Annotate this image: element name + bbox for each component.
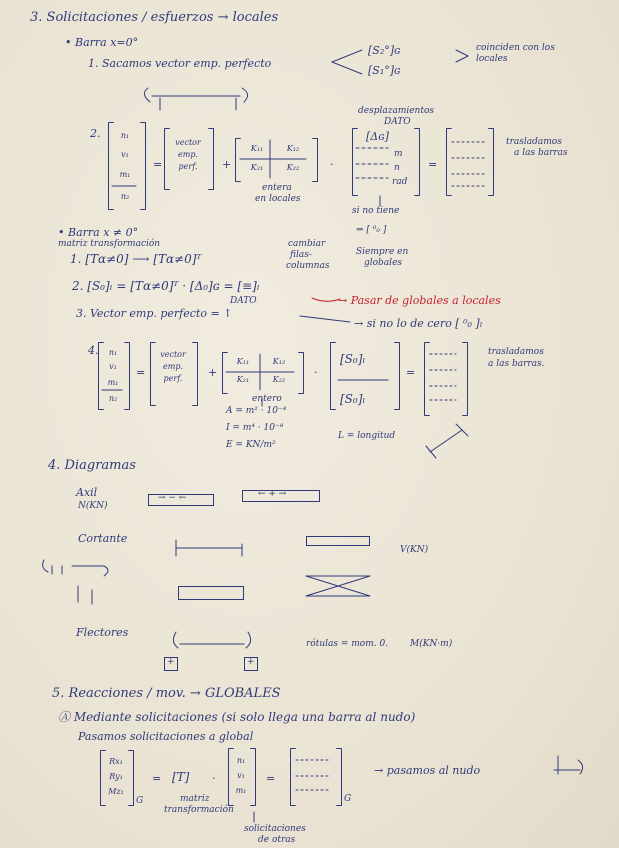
pasamos-label: Pasamos solicitaciones a global [78, 730, 254, 743]
plus-symbol-right: + [247, 657, 255, 667]
k2-cell: K₁₁ [236, 357, 250, 366]
vector2-label: vector [160, 350, 186, 359]
axil-compression-arrows: → − ← [158, 493, 187, 503]
sg-vector-1: [S₂°]ɢ [368, 44, 401, 57]
r-cell: Mz₁ [108, 787, 124, 796]
flectores-label: Flectores [76, 626, 129, 639]
unit-area: A = m² · 10⁻⁴ [226, 406, 287, 416]
de-otras-label: de otras [258, 835, 296, 845]
so-vector-bottom: [S₀]ₗ [340, 392, 366, 406]
entera-label: entera [262, 183, 292, 193]
moment-arc-left [144, 88, 150, 102]
equals-sign-2: = [428, 158, 438, 171]
cortante-sign-convention [43, 560, 108, 576]
k2-cell: K₂₂ [272, 375, 286, 384]
vector2-label: emp. [163, 362, 183, 371]
section-5-title: 5. Reacciones / mov. → GLOBALES [52, 686, 281, 701]
equation-2: 2. [S₀]ₗ = [Tα≠0]ᵀ · [Δ₀]ɢ = [≡]ₗ [72, 279, 260, 293]
unit-inertia: I = m⁴ · 10⁻⁸ [226, 423, 284, 433]
k-cell: K₁₁ [250, 144, 264, 153]
matrix-cell: v₁ [121, 150, 129, 159]
matrix-cell: n₂ [120, 192, 130, 201]
filas-label: filas- [290, 250, 312, 260]
a-las-barras-label-2: a las barras. [488, 359, 545, 369]
plus-sign-2: + [208, 366, 218, 379]
step-1-text: 1. Sacamos vector emp. perfecto [88, 57, 272, 70]
matriz-transformacion-label: matriz transformación [58, 239, 161, 249]
pasamos-nudo: → pasamos al nudo [374, 764, 481, 777]
si-no-tiene-label: si no tiene [352, 206, 400, 216]
flectores-units: M(KN·m) [410, 639, 453, 649]
k-cell: K₂₁ [250, 163, 264, 172]
m-cell: n₁ [236, 756, 246, 765]
delta-g: [Δɢ] [366, 130, 389, 143]
trasladamos-label-2: trasladamos [488, 347, 544, 357]
zero-vector: ⇒ [ ⁰₀ ] [356, 225, 387, 235]
matrix2-cell: m₁ [107, 378, 119, 387]
g-subscript-2: G [344, 794, 352, 804]
rotulas-note: rótulas = mom. 0. [306, 639, 389, 649]
cambiar-label: cambiar [288, 239, 326, 249]
unit-m: m [394, 149, 403, 159]
cortante-units: V(KN) [400, 545, 429, 555]
dot-sign: · [330, 158, 334, 171]
equals-sign-4: = [406, 366, 416, 379]
axil-tension-arrows: ← + → [258, 489, 287, 499]
matrix-cell: n₁ [120, 131, 130, 140]
cortante-label: Cortante [78, 532, 128, 545]
g-subscript-1: G [136, 796, 144, 806]
equals-sign-5: = [152, 772, 162, 785]
bracket-lt-icon [332, 50, 362, 74]
sg-vector-2: [S₁°]ɢ [368, 64, 401, 77]
k-cell: K₂₂ [286, 163, 300, 172]
mediante-solicitaciones: Ⓐ Mediante solicitaciones (si solo llega una barra al nudo) [58, 710, 416, 724]
longitud-label: L = longitud [338, 431, 396, 441]
barra-zero-heading: • Barra x=0° [65, 36, 139, 49]
solicitaciones-label: solicitaciones [244, 824, 306, 834]
a-las-barras-label: a las barras [514, 148, 568, 158]
section-4-title: 4. Diagramas [48, 458, 136, 473]
en-locales-label: en locales [255, 194, 301, 204]
dot-sign-2: · [314, 366, 318, 379]
axil-label: Axil [76, 486, 98, 499]
matriz-label: matriz [180, 794, 210, 804]
coinciden-note: coinciden con los locales [476, 43, 555, 64]
columnas-label: columnas [286, 261, 330, 271]
node-axes-icon [578, 760, 583, 774]
globales-label: globales [364, 258, 403, 268]
equals-sign-3: = [136, 366, 146, 379]
vector-label: perf. [178, 162, 198, 171]
equals-sign: = [153, 158, 163, 171]
dato-label: DATO [384, 117, 411, 127]
barra-nonzero-heading: • Barra x ≠ 0° [58, 226, 139, 239]
entero-label: entero [252, 394, 282, 404]
r-cell: Rx₁ [109, 757, 123, 766]
vector-label: emp. [178, 150, 198, 159]
vector-label: vector [175, 138, 201, 147]
matrix2-cell: n₁ [108, 348, 118, 357]
si-no-lo-note: → si no lo de cero [ ⁰₀ ]ₗ [354, 317, 483, 330]
section-3-title: 3. Solicitaciones / esfuerzos → locales [30, 10, 279, 25]
plus-sign: + [222, 158, 232, 171]
dot-sign-3: · [212, 772, 216, 785]
unit-elasticity: E = KN/m² [226, 440, 276, 450]
m-cell: m₁ [235, 786, 247, 795]
step-3-text: 3. Vector emp. perfecto = ↑ [76, 307, 233, 320]
plus-symbol-left: + [167, 657, 175, 667]
pasar-globales-locales: → Pasar de globales a locales [338, 294, 501, 307]
k2-cell: K₂₁ [236, 375, 250, 384]
matrix2-cell: n₂ [108, 394, 118, 403]
r-cell: Ry₁ [109, 772, 123, 781]
unit-rad: rad [392, 177, 408, 187]
desplazamientos-label: desplazamientos [358, 106, 435, 116]
step-2-label: 2. [90, 127, 101, 140]
flector-arc-right [246, 632, 251, 648]
equation-1: 1. [Tα≠0] ⟶ [Tα≠0]ᵀ [70, 252, 202, 266]
step-4-label: 4. [88, 344, 99, 357]
trasladamos-label: trasladamos [506, 137, 562, 147]
moment-arc-right [242, 88, 248, 102]
m-cell: v₁ [237, 771, 245, 780]
siempre-label: Siempre en [356, 247, 409, 257]
matrix-cell: m₁ [119, 170, 131, 179]
k-cell: K₁₂ [286, 144, 300, 153]
unit-n: n [394, 163, 400, 173]
vector2-label: perf. [163, 374, 183, 383]
transformacion-label: transformación [164, 805, 234, 815]
k2-cell: K₁₂ [272, 357, 286, 366]
dato-label-2: DATO [230, 296, 257, 306]
t-matrix: [T] [172, 770, 190, 784]
bracket-gt-icon [456, 50, 468, 62]
so-vector-top: [S₀]ₗ [340, 352, 366, 366]
flector-arc-left [173, 632, 178, 648]
axil-units: N(KN) [78, 501, 108, 511]
equals-sign-6: = [266, 772, 276, 785]
matrix2-cell: v₁ [109, 362, 117, 371]
